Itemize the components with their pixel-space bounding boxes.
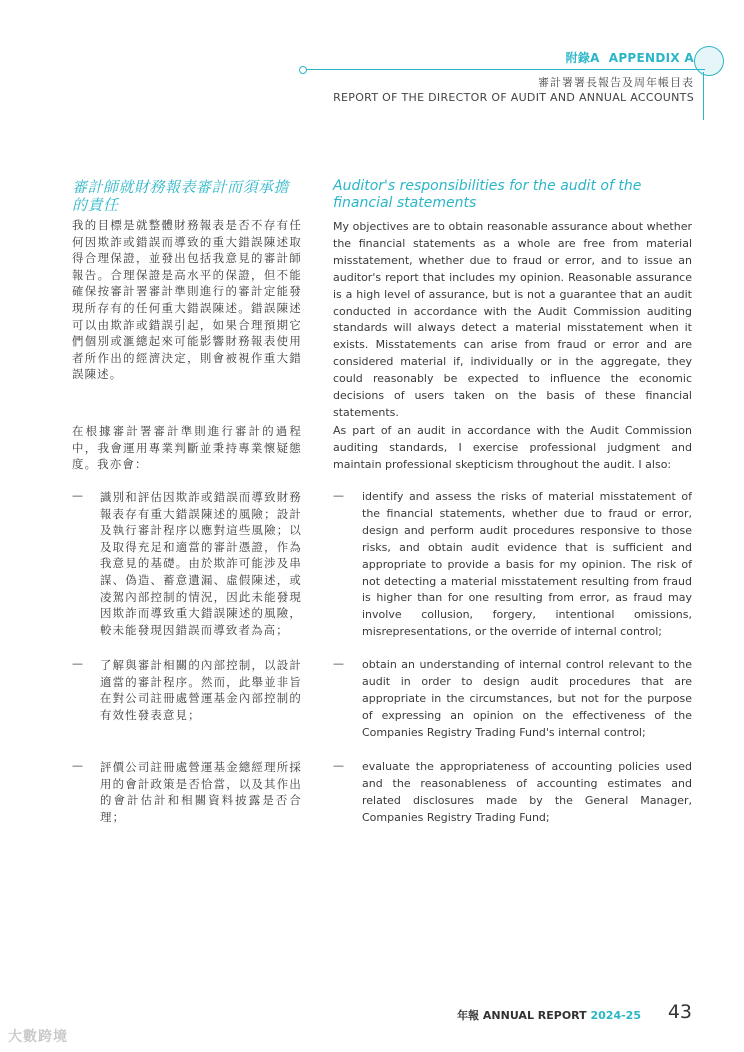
paragraph-en-2: As part of an audit in accordance with the Audit Commission auditing standards, I exercise professional judgment and maintain professional skepticism throughout the audit. I also:	[333, 424, 692, 471]
header-subtitle-en: REPORT OF THE DIRECTOR OF AUDIT AND ANNUAL ACCOUNTS	[333, 91, 694, 104]
bullet-dash: —	[72, 657, 83, 670]
bullet-zh-1: 識別和評估因欺詐或錯誤而導致財務報表存有重大錯誤陳述的風險；設計及執行審計程序以應對這些風險；以及取得充足和適當的審計憑證，作為我意見的基礎。由於欺詐可能涉及串謀、偽造、蓄意遺漏、虛假陳述，或凌駕內部控制的情況，因此未能發現因欺詐而導致重大錯誤陳述的風險，較未能發現因錯誤而導致者為高；	[100, 490, 302, 637]
bullet-dash: —	[72, 489, 83, 502]
header-vertical-rule	[703, 72, 704, 120]
paragraph-zh-2: 在根據審計署審計準則進行審計的過程中，我會運用專業判斷並秉持專業懷疑態度。我亦會：	[72, 424, 302, 472]
paragraph-zh-1: 我的目標是就整體財務報表是否不存有任何因欺詐或錯誤而導致的重大錯誤陳述取得合理保證，並發出包括我意見的審計師報告。合理保證是高水平的保證，但不能確保按審計署審計準則進行的審計定能發現所存有的任何重大錯誤陳述。錯誤陳述可以由欺詐或錯誤引起，如果合理預期它們個別或滙總起來可能影響財務報表使用者所作出的經濟決定，則會被視作重大錯誤陳述。	[72, 218, 302, 382]
section-heading-en: Auditor's responsibilities for the audit of the financial statements	[333, 178, 642, 211]
watermark: 大數跨境	[8, 1029, 68, 1045]
appendix-label	[566, 49, 694, 66]
footer-label	[457, 1007, 641, 1023]
bullet-en-1: identify and assess the risks of material misstatement of the financial statements, whether due to fraud or error, design and perform audit procedures responsive to those risks, and obtain audit evidence that is sufficient and appropriate to provide a basis for my opinion. The risk of not detecting a material misstatement resulting from fraud is higher than for one resulting from error, as fraud may involve collusion, forgery, intentional omissions, misrepresentations, or the override of internal control;	[362, 490, 692, 639]
header-circle-ornament	[694, 46, 724, 76]
appendix-label-zh: 附錄A	[565, 51, 600, 65]
page-number: 43	[667, 1001, 692, 1023]
bullet-dash: —	[333, 759, 344, 772]
bullet-dash: —	[333, 657, 344, 670]
footer-label-zh: 年報	[457, 1009, 480, 1022]
bullet-zh-3: 評價公司註冊處營運基金總經理所採用的會計政策是否恰當，以及其作出的會計估計和相關資料披露是否合理；	[100, 760, 302, 824]
header-subtitle-zh: 審計署署長報告及周年帳目表	[538, 76, 694, 89]
bullet-dash: —	[333, 489, 344, 502]
header-rule	[303, 69, 705, 70]
footer-label-en: ANNUAL REPORT	[482, 1009, 587, 1022]
header-rule-dot	[299, 66, 307, 74]
section-heading-zh: 審計師就財務報表審計而須承擔的責任	[72, 178, 290, 214]
footer-year: 2024-25	[590, 1009, 641, 1022]
appendix-label-en: APPENDIX A	[608, 51, 694, 65]
bullet-dash: —	[72, 759, 83, 772]
paragraph-en-1: My objectives are to obtain reasonable assurance about whether the financial statements as a whole are free from material misstatement, whether due to fraud or error, and to issue an auditor's report that includes my opinion. Reasonable assurance is a high level of assurance, but is not a guarantee that an audit conducted in accordance with the Audit Commission auditing standards will always detect a material misstatement when it exists. Misstatements can arise from fraud or error and are considered material if, individually or in the aggregate, they could reasonably be expected to influence the economic decisions of users taken on the basis of these financial statements.	[333, 220, 692, 419]
bullet-en-3: evaluate the appropriateness of accounting policies used and the reasonableness of accounting estimates and related disclosures made by the General Manager, Companies Registry Trading Fund;	[362, 760, 692, 824]
bullet-en-2: obtain an understanding of internal control relevant to the audit in order to design audit procedures that are appropriate in the circumstances, but not for the purpose of expressing an opinion on the effectiveness of the Companies Registry Trading Fund's internal control;	[362, 658, 692, 739]
bullet-zh-2: 了解與審計相關的內部控制，以設計適當的審計程序。然而，此舉並非旨在對公司註冊處營運基金內部控制的有效性發表意見；	[100, 658, 302, 722]
